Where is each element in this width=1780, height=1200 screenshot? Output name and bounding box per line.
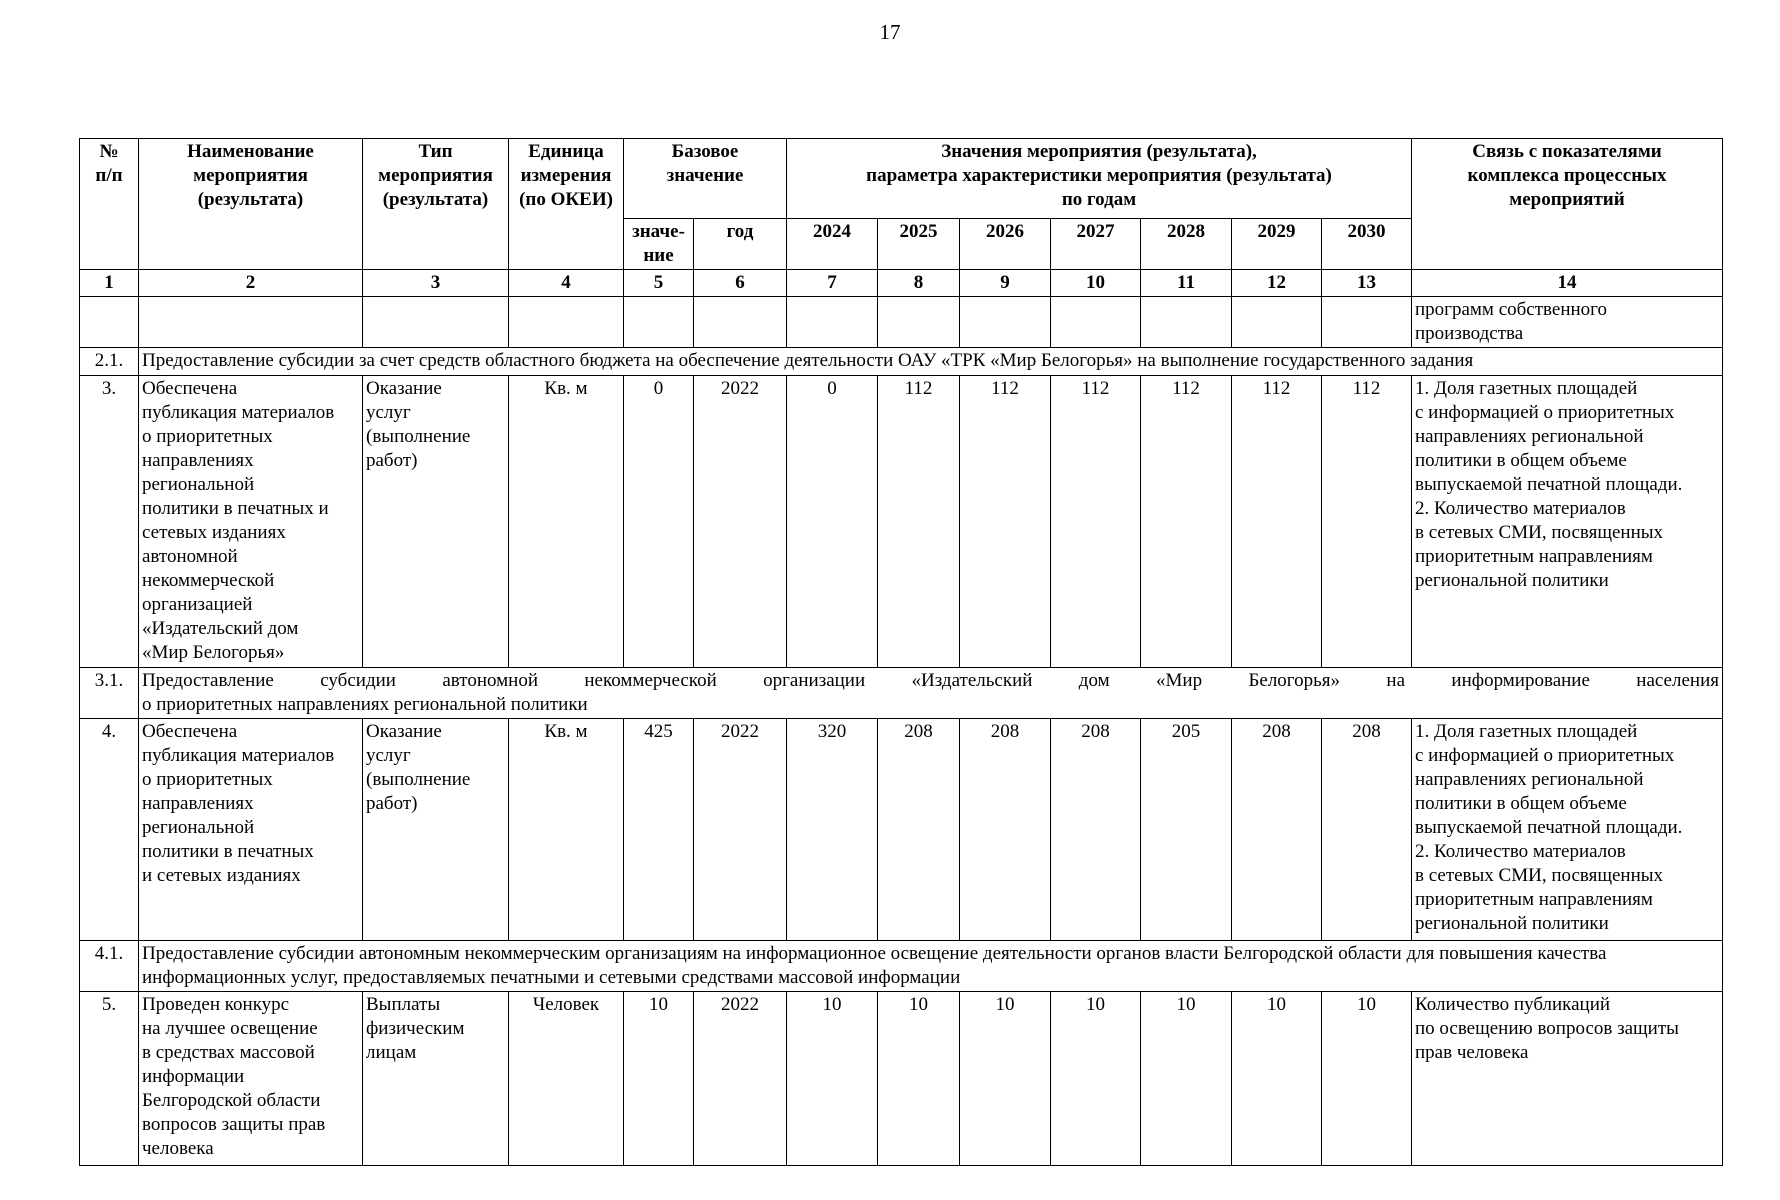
section-title: Предоставление субсидии за счет средств областного бюджета на обеспечение деятельности ОАУ «ТРК «Мир Белогорья» на выполнение государственного задания (139, 348, 1723, 376)
table-row (80, 992, 1723, 1166)
section-number: 3.1. (80, 668, 139, 719)
unit: Кв. м (509, 376, 624, 668)
column-number: 5 (624, 270, 694, 297)
column-number: 10 (1051, 270, 1141, 297)
link-cell: 1. Доля газетных площадей с информацией о приоритетных направлениях региональной политики в общем объеме выпускаемой печатной площади. 2. Количество материалов в сетевых СМИ, посвященных приоритетным направлениям региональной политики (1412, 719, 1723, 941)
header-unit: Единица измерения (по ОКЕИ) (509, 139, 624, 270)
results-table (79, 138, 1723, 1166)
header-row-1 (80, 139, 1723, 219)
base-value: 0 (624, 376, 694, 668)
header-type: Тип мероприятия (результата) (363, 139, 509, 270)
header-link: Связь с показателями комплекса процессных мероприятий (1412, 139, 1723, 270)
unit: Человек (509, 992, 624, 1166)
column-number: 14 (1412, 270, 1723, 297)
base-year: 2022 (694, 992, 787, 1166)
header-values: Значения мероприятия (результата), параметра характеристики мероприятия (результата) по годам (787, 139, 1412, 219)
year-value: 10 (1322, 992, 1412, 1166)
year-value: 208 (1322, 719, 1412, 941)
header-year: 2026 (960, 219, 1051, 270)
year-value: 208 (1051, 719, 1141, 941)
year-value: 208 (960, 719, 1051, 941)
year-value: 112 (1051, 376, 1141, 668)
column-number: 6 (694, 270, 787, 297)
table-row (80, 376, 1723, 668)
section-row (80, 941, 1723, 992)
header-base-value: значе- ние (624, 219, 694, 270)
column-number: 11 (1141, 270, 1232, 297)
header-base: Базовое значение (624, 139, 787, 219)
link-cell: Количество публикаций по освещению вопросов защиты прав человека (1412, 992, 1723, 1166)
row-number: 4. (80, 719, 139, 941)
year-value: 205 (1141, 719, 1232, 941)
row-number: 5. (80, 992, 139, 1166)
column-number: 3 (363, 270, 509, 297)
link-cell: 1. Доля газетных площадей с информацией о приоритетных направлениях региональной политики в общем объеме выпускаемой печатной площади. 2. Количество материалов в сетевых СМИ, посвященных приоритетным направлениям региональной политики (1412, 376, 1723, 668)
base-value: 10 (624, 992, 694, 1166)
result-name: Обеспечена публикация материалов о приоритетных направлениях региональной политики в печатных и сетевых изданиях автономной некоммерческой организацией «Издательский дом «Мир Белогорья» (139, 376, 363, 668)
section-title: Предоставление субсидии автономным некоммерческим организациям на информационное освещение деятельности органов власти Белгородской области для повышения качества информационных услуг, предоставляемых печатными и сетевыми средствами массовой информации (139, 941, 1723, 992)
result-type: Выплаты физическим лицам (363, 992, 509, 1166)
year-value: 112 (1322, 376, 1412, 668)
year-value: 10 (787, 992, 878, 1166)
section-title-line: о приоритетных направлениях региональной политики (142, 694, 588, 715)
row-number: 3. (80, 376, 139, 668)
header-year: 2027 (1051, 219, 1141, 270)
year-value: 112 (1141, 376, 1232, 668)
year-value: 112 (1232, 376, 1322, 668)
section-number: 2.1. (80, 348, 139, 376)
column-number: 13 (1322, 270, 1412, 297)
column-number: 12 (1232, 270, 1322, 297)
base-year: 2022 (694, 376, 787, 668)
result-name: Обеспечена публикация материалов о приоритетных направлениях региональной политики в печатных и сетевых изданиях (139, 719, 363, 941)
year-value: 208 (1232, 719, 1322, 941)
page-number: 17 (879, 20, 901, 44)
header-name: Наименование мероприятия (результата) (139, 139, 363, 270)
year-value: 10 (960, 992, 1051, 1166)
link-cell: программ собственного производства (1412, 297, 1723, 348)
unit: Кв. м (509, 719, 624, 941)
year-value: 10 (878, 992, 960, 1166)
year-value: 10 (1051, 992, 1141, 1166)
section-row (80, 668, 1723, 719)
column-number: 7 (787, 270, 878, 297)
year-value: 112 (878, 376, 960, 668)
section-title (139, 668, 1723, 719)
column-number: 1 (80, 270, 139, 297)
header-year: 2029 (1232, 219, 1322, 270)
year-value: 10 (1141, 992, 1232, 1166)
header-year: 2028 (1141, 219, 1232, 270)
result-type: Оказание услуг (выполнение работ) (363, 719, 509, 941)
table-row (80, 719, 1723, 941)
header-year: 2025 (878, 219, 960, 270)
section-number: 4.1. (80, 941, 139, 992)
column-number: 8 (878, 270, 960, 297)
header-base-year: год (694, 219, 787, 270)
section-title-line: Предоставление субсидии автономной некоммерческой организации «Издательский дом «Мир Белогорья» на информирование населения (142, 670, 1719, 691)
header-no: № п/п (80, 139, 139, 270)
base-value: 425 (624, 719, 694, 941)
result-name: Проведен конкурс на лучшее освещение в средствах массовой информации Белгородской области вопросов защиты прав человека (139, 992, 363, 1166)
year-value: 208 (878, 719, 960, 941)
column-number: 9 (960, 270, 1051, 297)
column-number: 2 (139, 270, 363, 297)
result-type: Оказание услуг (выполнение работ) (363, 376, 509, 668)
year-value: 320 (787, 719, 878, 941)
section-row (80, 348, 1723, 376)
column-number-row (80, 270, 1723, 297)
table-row (80, 297, 1723, 348)
column-number: 4 (509, 270, 624, 297)
year-value: 0 (787, 376, 878, 668)
year-value: 112 (960, 376, 1051, 668)
header-year: 2030 (1322, 219, 1412, 270)
header-year: 2024 (787, 219, 878, 270)
year-value: 10 (1232, 992, 1322, 1166)
base-year: 2022 (694, 719, 787, 941)
